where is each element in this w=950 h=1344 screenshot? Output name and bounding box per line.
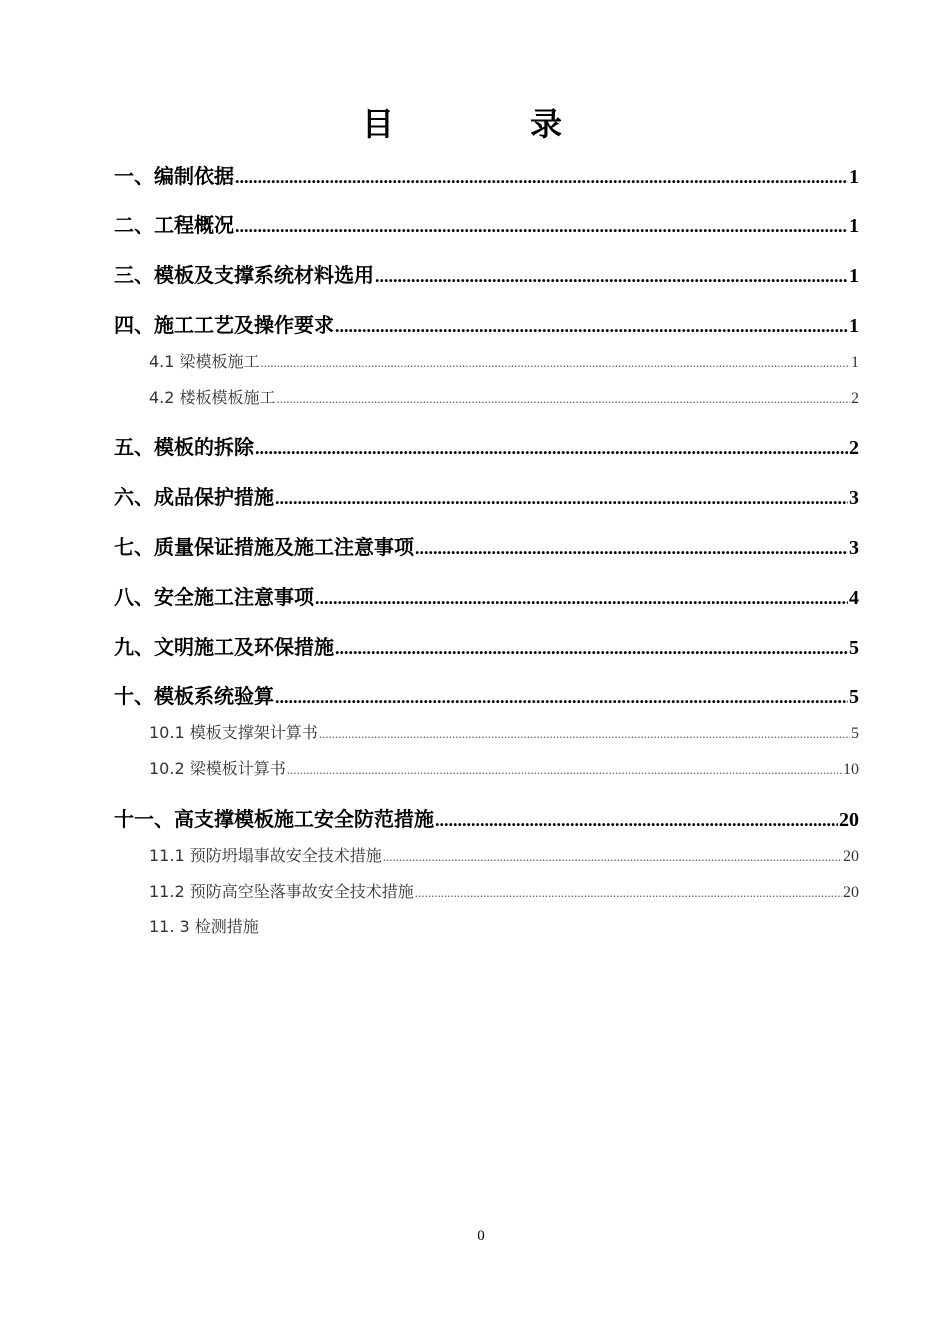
toc-entry-page: 1 [851, 354, 859, 371]
toc-entry-label: 10.1 模板支撑架计算书 [149, 723, 318, 742]
toc-leader-dots [383, 846, 842, 868]
toc-entry-page: 20 [843, 884, 859, 901]
toc-leader-dots [335, 313, 848, 339]
toc-entry-page: 2 [851, 390, 859, 407]
toc-leader-dots [335, 635, 848, 661]
toc-entry-4-2[interactable] [149, 387, 859, 410]
toc-entry-10-2[interactable] [149, 758, 859, 781]
toc-entry-9[interactable] [114, 634, 859, 661]
toc-entry-page: 4 [849, 587, 859, 609]
toc-entry-label: 八、安全施工注意事项 [114, 585, 314, 609]
toc-leader-dots [315, 585, 848, 611]
toc-entry-2[interactable] [114, 212, 859, 239]
toc-entry-page: 1 [849, 315, 859, 337]
toc-entry-page: 1 [849, 166, 859, 188]
toc-leader-dots [375, 263, 848, 289]
toc-entry-11[interactable] [114, 806, 859, 833]
toc-entry-label: 11. 3 检测措施 [149, 917, 259, 936]
toc-leader-dots [275, 485, 848, 511]
toc-entry-1[interactable] [114, 163, 859, 190]
toc-entry-6[interactable] [114, 484, 859, 511]
toc-entry-label: 4.1 梁模板施工 [149, 352, 260, 371]
toc-entry-page: 5 [851, 725, 859, 742]
toc-leader-dots [415, 535, 848, 561]
toc-entry-page: 5 [849, 637, 859, 659]
toc-entry-page: 20 [843, 848, 859, 865]
toc-entry-label: 三、模板及支撑系统材料选用 [114, 263, 374, 287]
toc-entry-11-3[interactable] [149, 916, 859, 938]
toc-entry-7[interactable] [114, 534, 859, 561]
toc-entry-label: 五、模板的拆除 [114, 435, 254, 459]
toc-entry-4[interactable] [114, 312, 859, 339]
toc-entry-label: 一、编制依据 [114, 164, 234, 188]
page-number: 0 [477, 1228, 485, 1244]
toc-entry-label: 七、质量保证措施及施工注意事项 [114, 535, 414, 559]
toc-entry-label: 四、施工工艺及操作要求 [114, 313, 334, 337]
toc-entry-label: 九、文明施工及环保措施 [114, 635, 334, 659]
toc-entry-page: 20 [839, 809, 859, 831]
toc-leader-dots [277, 388, 850, 410]
toc-entry-label: 十、模板系统验算 [114, 684, 274, 708]
toc-leader-dots [319, 723, 850, 745]
toc-leader-dots [275, 684, 848, 710]
toc-entry-page: 1 [849, 215, 859, 237]
toc-entry-label: 10.2 梁模板计算书 [149, 759, 286, 778]
toc-leader-dots [435, 807, 838, 833]
toc-leader-dots [255, 435, 848, 461]
toc-entry-3[interactable] [114, 262, 859, 289]
toc-leader-dots [415, 882, 842, 904]
toc-entry-label: 二、工程概况 [114, 213, 234, 237]
toc-leader-dots [261, 352, 850, 374]
toc-entry-11-1[interactable] [149, 845, 859, 868]
toc-entry-5[interactable] [114, 434, 859, 461]
toc-entry-8[interactable] [114, 584, 859, 611]
toc-entry-label: 11.2 预防高空坠落事故安全技术措施 [149, 882, 414, 901]
toc-entry-page: 5 [849, 686, 859, 708]
toc-entry-10[interactable] [114, 683, 859, 710]
toc-entry-10-1[interactable] [149, 722, 859, 745]
toc-entry-label: 11.1 预防坍塌事故安全技术措施 [149, 846, 382, 865]
toc-entry-11-2[interactable] [149, 881, 859, 904]
toc-entry-label: 六、成品保护措施 [114, 485, 274, 509]
toc-entry-page: 1 [849, 265, 859, 287]
toc-leader-dots [235, 213, 848, 239]
toc-entry-page: 10 [843, 761, 859, 778]
toc-leader-dots [235, 164, 848, 190]
toc-entry-page: 3 [849, 537, 859, 559]
toc-leader-dots [287, 759, 842, 781]
toc-entry-4-1[interactable] [149, 351, 859, 374]
toc-entry-page: 2 [849, 437, 859, 459]
toc-entry-page: 3 [849, 487, 859, 509]
toc-title: 目 录 [361, 105, 614, 143]
toc-entry-label: 4.2 楼板模板施工 [149, 388, 276, 407]
toc-entry-label: 十一、高支撑模板施工安全防范措施 [114, 807, 434, 831]
